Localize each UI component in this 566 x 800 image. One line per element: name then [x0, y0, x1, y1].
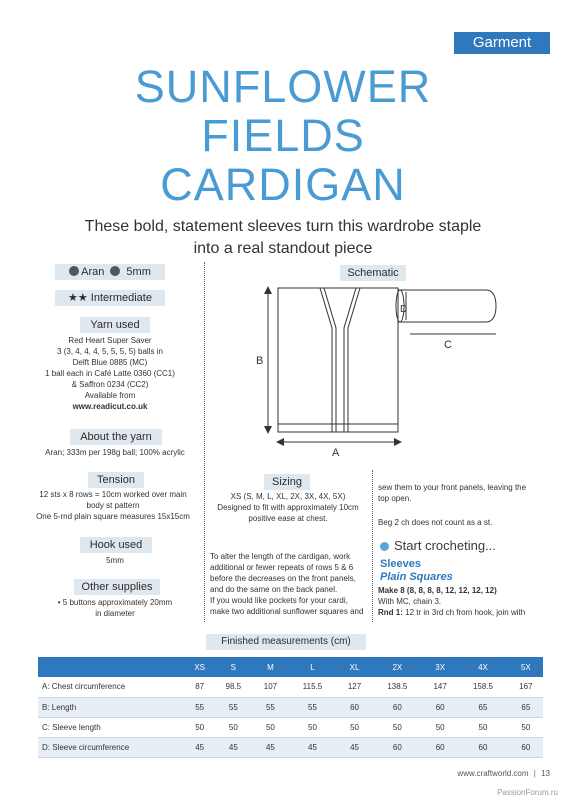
- table-cell: 60: [509, 737, 543, 757]
- tension-line: 12 sts x 8 rows = 10cm worked over main: [39, 490, 187, 499]
- table-cell: B: Length: [38, 697, 186, 717]
- other-supplies-heading: Other supplies: [74, 579, 160, 595]
- label-a: A: [332, 447, 340, 459]
- start-label: Start crocheting...: [394, 538, 496, 553]
- supplies-line: • 5 buttons approximately 20mm: [57, 598, 173, 607]
- tension-line: body st pattern: [86, 501, 140, 510]
- subtitle: [0, 216, 566, 260]
- table-cell: 45: [337, 737, 371, 757]
- table-cell: 127: [337, 677, 371, 697]
- schematic-heading: Schematic: [340, 265, 406, 281]
- label-c: C: [444, 339, 452, 351]
- middle-line: To alter the length of the cardigan, work: [210, 552, 351, 561]
- table-cell: 50: [457, 717, 508, 737]
- table-cell: 65: [509, 697, 543, 717]
- table-cell: 167: [509, 677, 543, 697]
- sleeves-heading: Sleeves: [380, 558, 421, 570]
- footer-url[interactable]: www.craftworld.com: [457, 769, 529, 778]
- column-header: 4X: [457, 657, 508, 677]
- hook-text: 5mm: [106, 556, 124, 565]
- yarn-used-text: [30, 335, 190, 412]
- table-cell: 158.5: [457, 677, 508, 697]
- column-divider: [204, 262, 205, 622]
- right-line: top open.: [378, 494, 412, 503]
- yarn-weight-a: Aran: [81, 266, 105, 278]
- table-row: [38, 717, 543, 737]
- bullet-dot-icon: [380, 542, 389, 551]
- rnd1-line: [378, 607, 558, 618]
- yarn-used-heading: Yarn used: [80, 317, 150, 333]
- middle-line: before the decreases on the front panels,: [210, 574, 356, 583]
- column-header: 3X: [423, 657, 457, 677]
- table-cell: 45: [213, 737, 253, 757]
- column-header: L: [288, 657, 338, 677]
- table-cell: 55: [186, 697, 213, 717]
- table-cell: A: Chest circumference: [38, 677, 186, 697]
- sizing-line: Designed to fit with approximately 10cm: [217, 503, 359, 512]
- middle-text: [210, 551, 370, 617]
- title-line-2: FIELDS: [201, 110, 365, 161]
- table-cell: 50: [186, 717, 213, 737]
- subtitle-line-2: into a real standout piece: [193, 240, 373, 257]
- yarn-line: & Saffron 0234 (CC2): [71, 380, 149, 389]
- table-cell: 60: [372, 697, 423, 717]
- table-cell: 60: [372, 737, 423, 757]
- table-cell: 55: [253, 697, 287, 717]
- table-cell: 60: [423, 737, 457, 757]
- about-yarn-text: Aran; 333m per 198g ball; 100% acrylic: [45, 448, 185, 457]
- column-header: M: [253, 657, 287, 677]
- measurements-heading: Finished measurements (cm): [206, 634, 366, 650]
- subtitle-line-1: These bold, statement sleeves turn this wardrobe staple: [84, 218, 482, 235]
- table-cell: 45: [186, 737, 213, 757]
- hook-heading: Hook used: [80, 537, 152, 553]
- table-cell: D: Sleeve circumference: [38, 737, 186, 757]
- label-b: B: [256, 355, 264, 367]
- table-cell: 98.5: [213, 677, 253, 697]
- label-d: D: [400, 304, 408, 315]
- table-cell: 60: [423, 697, 457, 717]
- table-cell: 107: [253, 677, 287, 697]
- footer-separator: |: [533, 769, 536, 778]
- yarn-line: Delft Blue 0885 (MC): [72, 358, 148, 367]
- yarn-weight-b: 5mm: [126, 266, 151, 278]
- column-header: S: [213, 657, 253, 677]
- section-tag: Garment: [454, 32, 550, 54]
- rnd1-text: 12 tr in 3rd ch from hook, join with: [405, 608, 526, 617]
- make-line: Make 8 (8, 8, 8, 8, 12, 12, 12, 12): [378, 586, 497, 595]
- tension-heading: Tension: [88, 472, 144, 488]
- supplies-line: in diameter: [95, 609, 135, 618]
- table-cell: 147: [423, 677, 457, 697]
- table-row: [38, 677, 543, 697]
- watermark: PassionForum.ru: [497, 788, 558, 797]
- middle-line: and do the same on the back panel.: [210, 585, 338, 594]
- table-cell: 55: [288, 697, 338, 717]
- column-header: 5X: [509, 657, 543, 677]
- table-cell: C: Sleeve length: [38, 717, 186, 737]
- other-supplies-text: [30, 597, 200, 619]
- pattern-instructions: [378, 585, 558, 618]
- column-header: 2X: [372, 657, 423, 677]
- measurements-table: [38, 657, 543, 758]
- sizing-heading: Sizing: [264, 474, 310, 490]
- column-header: [38, 657, 186, 677]
- start-crocheting: [380, 538, 496, 553]
- table-cell: 60: [457, 737, 508, 757]
- right-line: sew them to your front panels, leaving the: [378, 483, 527, 492]
- skill-badge: ★★ Intermediate: [55, 290, 165, 306]
- table-cell: 55: [213, 697, 253, 717]
- table-cell: 87: [186, 677, 213, 697]
- yarn-line: Available from: [84, 391, 136, 400]
- schematic-diagram: [240, 282, 530, 460]
- table-header-row: [38, 657, 543, 677]
- about-yarn-heading: About the yarn: [70, 429, 162, 445]
- hook-icon: [110, 266, 120, 276]
- with-mc-line: With MC, chain 3.: [378, 597, 442, 606]
- table-cell: 50: [288, 717, 338, 737]
- table-cell: 50: [253, 717, 287, 737]
- page-footer: [457, 769, 550, 778]
- right-para-1: [378, 482, 554, 504]
- yarn-weight-badge: [55, 264, 165, 280]
- table-cell: 50: [372, 717, 423, 737]
- table-cell: 138.5: [372, 677, 423, 697]
- yarn-ball-icon: [69, 266, 79, 276]
- plain-squares-heading: Plain Squares: [380, 571, 453, 583]
- table-cell: 50: [423, 717, 457, 737]
- middle-line: make two additional sunflower squares and: [210, 607, 364, 616]
- table-cell: 115.5: [288, 677, 338, 697]
- sizing-line: XS (S, M, L, XL, 2X, 3X, 4X, 5X): [230, 492, 346, 501]
- yarn-line: 1 ball each in Café Latte 0360 (CC1): [45, 369, 175, 378]
- middle-line: If you would like pockets for your cardi,: [210, 596, 348, 605]
- table-cell: 50: [509, 717, 543, 737]
- table-row: [38, 737, 543, 757]
- table-cell: 45: [253, 737, 287, 757]
- yarn-line: Red Heart Super Saver: [68, 336, 152, 345]
- yarn-link[interactable]: www.readicut.co.uk: [72, 402, 148, 411]
- title-line-1: SUNFLOWER: [134, 61, 432, 112]
- tension-text: [20, 489, 206, 522]
- yarn-line: 3 (3, 4, 4, 4, 5, 5, 5, 5) balls in: [57, 347, 163, 356]
- table-cell: 45: [288, 737, 338, 757]
- column-divider: [372, 470, 373, 622]
- table-cell: 50: [213, 717, 253, 737]
- rnd1-label: Rnd 1:: [378, 608, 403, 617]
- page-number: 13: [541, 769, 550, 778]
- table-cell: 60: [337, 697, 371, 717]
- sizing-line: positive ease at chest.: [248, 514, 328, 523]
- column-header: XS: [186, 657, 213, 677]
- title-line-3: CARDIGAN: [160, 159, 406, 210]
- tension-line: One 5-rnd plain square measures 15x15cm: [36, 512, 190, 521]
- sizing-text: [206, 491, 370, 524]
- middle-line: additional or fewer repeats of rows 5 & 6: [210, 563, 354, 572]
- table-cell: 65: [457, 697, 508, 717]
- table-row: [38, 697, 543, 717]
- right-para-2: Beg 2 ch does not count as a st.: [378, 518, 493, 527]
- table-cell: 50: [337, 717, 371, 737]
- column-header: XL: [337, 657, 371, 677]
